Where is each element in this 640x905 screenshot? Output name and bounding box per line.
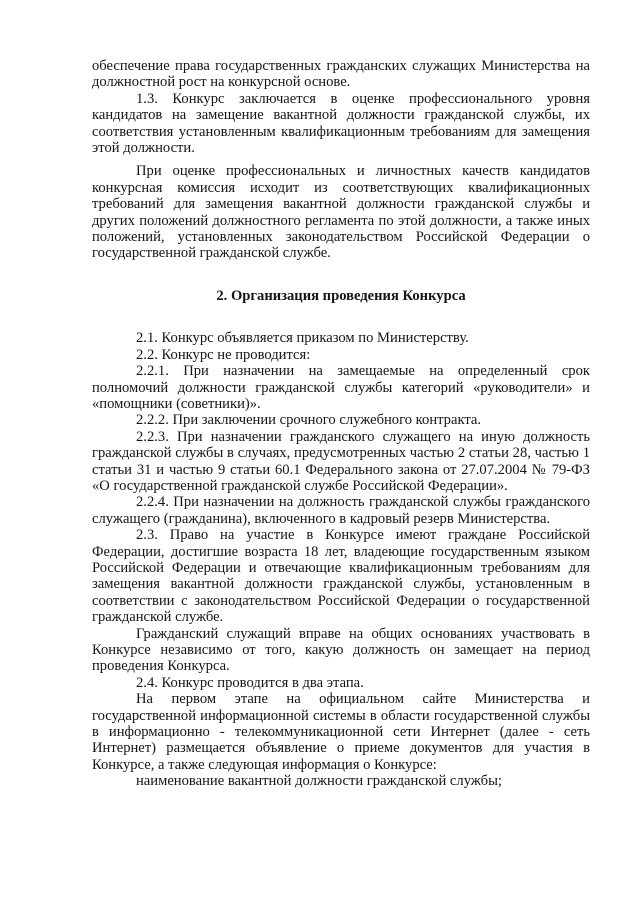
paragraph-2-2-3: 2.2.3. При назначении гражданского служащего на иную должность гражданской службы в случаях, предусмотренных частью 2 статьи 28, частью 1 статьи 31 и частью 9 статьи 60.1 Федерального закона от 27.07.2004 № 79-ФЗ «О государственной гражданской службе Российской Федерации». xyxy=(92,428,590,494)
paragraph-1-3: 1.3. Конкурс заключается в оценке профессионального уровня кандидатов на замещение вакантной должности гражданской службы, их соответствия установленным квалификационным требованиям для замещения этой должности. xyxy=(92,90,590,157)
paragraph-civil-servant: Гражданский служащий вправе на общих основаниях участвовать в Конкурсе независимо от того, какую должность он замещает на период проведения Конкурса. xyxy=(92,625,590,675)
paragraph-2-4: 2.4. Конкурс проводится в два этапа. xyxy=(136,674,364,691)
paragraph-assessment: При оценке профессиональных и личностных качеств кандидатов конкурсная комиссия исходит из соответствующих квалификационных требований для замещения вакантной должности гражданской службы и других положений должностного регламента по этой должности, а также иных положений, установленных законодательством Российской Федерации о государственной гражданской службе. xyxy=(92,163,590,262)
paragraph-2-2-1: 2.2.1. При назначении на замещаемые на определенный срок полномочий должности гражданской службы категорий «руководители» и «помощники (советники)». xyxy=(92,363,590,412)
paragraph-continuation: обеспечение права государственных гражданских служащих Министерства на должностной рост на конкурсной основе. xyxy=(92,58,590,91)
paragraph-vacancy-name: наименование вакантной должности гражданской службы; xyxy=(136,773,502,790)
paragraph-2-2: 2.2. Конкурс не проводится: xyxy=(136,346,311,363)
paragraph-first-stage: На первом этапе на официальном сайте Министерства и государственной информационной системы в области государственной службы в информационно - телекоммуникационной сети Интернет (далее - сеть Интернет) размещается объявление о приеме документов для участия в Конкурсе, а также следующая информация о Конкурсе: xyxy=(92,691,590,773)
paragraph-2-2-4: 2.2.4. При назначении на должность гражданской службы гражданского служащего (гражданина), включенного в кадровый резерв Министерства. xyxy=(92,494,590,527)
section-heading: 2. Организация проведения Конкурса xyxy=(216,287,466,304)
paragraph-2-1: 2.1. Конкурс объявляется приказом по Министерству. xyxy=(136,330,469,347)
paragraph-2-2-2: 2.2.2. При заключении срочного служебного контракта. xyxy=(136,412,482,429)
paragraph-2-3: 2.3. Право на участие в Конкурсе имеют граждане Российской Федерации, достигшие возраста 18 лет, владеющие государственным языком Российской Федерации и отвечающие квалификационным требованиям для замещения вакантной должности гражданской службы, установленным в соответствии с законодательством Российской Федерации о государственной гражданской службе. xyxy=(92,527,590,626)
